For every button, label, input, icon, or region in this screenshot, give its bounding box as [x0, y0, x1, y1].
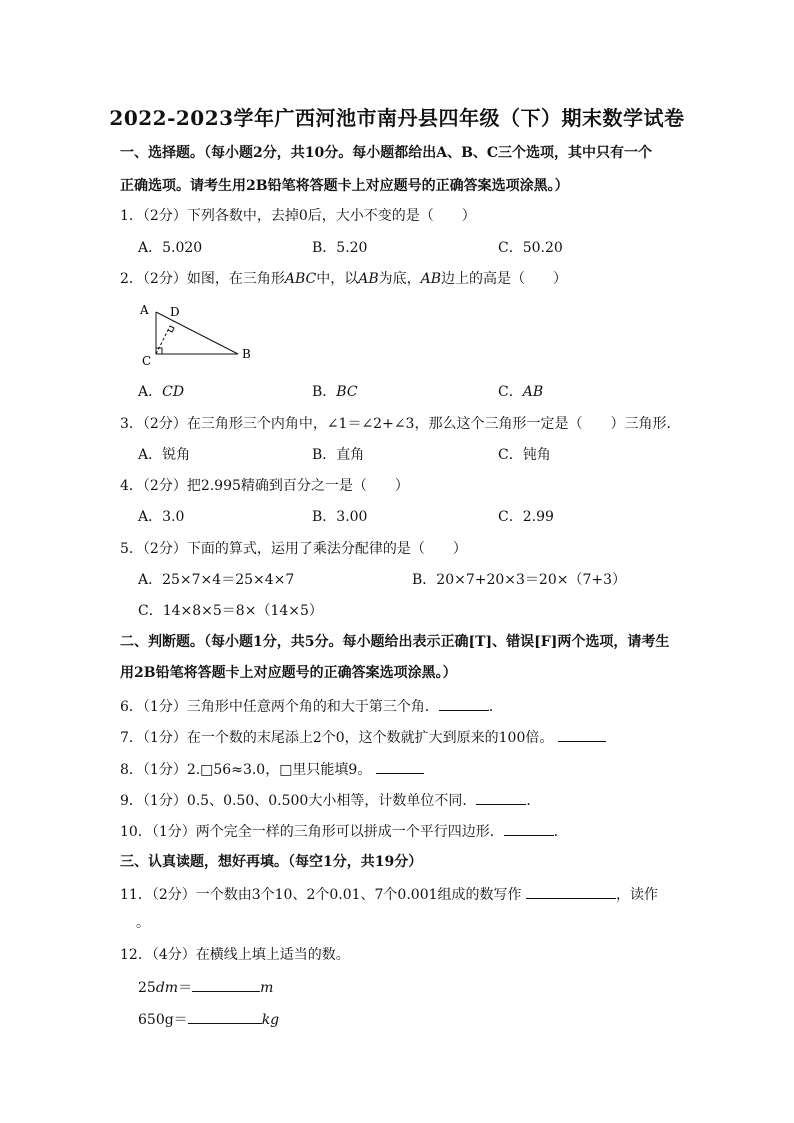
q3-option-c: C．钝角: [498, 447, 551, 463]
section-2-heading-cont: 用2B铅笔将答题卡上对应题号的正确答案选项涂黑。）: [120, 665, 457, 681]
q2-stem-pre: 2．（2分）如图，在三角形: [120, 271, 285, 287]
q4-option-a: A．3.0: [138, 509, 185, 525]
q2-abc: ABC: [284, 271, 317, 287]
question-12: 12．（4分）在横线上填上适当的数。: [120, 947, 350, 963]
q6-answer-blank[interactable]: [439, 696, 489, 711]
q9-answer-blank[interactable]: [476, 790, 526, 805]
question-11: 11．（2分）一个数由3个10、2个0.01、7个0.001组成的数写作 ，读作: [120, 884, 658, 904]
q2-stem-mid1: 中，以: [316, 271, 359, 287]
vertex-b-label: B: [242, 347, 251, 361]
question-5: 5．（2分）下面的算式，运用了乘法分配律的是（ ）: [120, 541, 467, 557]
q12-blank-2[interactable]: [188, 1009, 262, 1024]
question-10: 10．（1分）两个完全一样的三角形可以拼成一个平行四边形． ．: [120, 821, 568, 841]
question-2: [120, 270, 567, 288]
question-7: 7．（1分）在一个数的末尾添上2个0，这个数就扩大到原来的100倍。: [120, 727, 606, 747]
q1-option-a: A．5.020: [138, 240, 203, 256]
question-9: 9．（1分）0.5、0.50、0.500大小相等，计数单位不同． ．: [120, 790, 540, 810]
q3-option-a: A．锐角: [138, 447, 191, 463]
question-6: 6．（1分）三角形中任意两个角的和大于第三个角． ．: [120, 696, 503, 716]
section-1-heading-cont: 正确选项。请考生用2B铅笔将答题卡上对应题号的正确答案选项涂黑。）: [120, 178, 569, 194]
q8-answer-blank[interactable]: [376, 759, 424, 774]
question-4: 4．（2分）把2.995精确到百分之一是（ ）: [120, 478, 409, 494]
question-3: 3．（2分）在三角形三个内角中，∠1＝∠2+∠3，那么这个三角形一定是（ ）三角形．: [120, 416, 681, 432]
q12-blank-1[interactable]: [192, 977, 260, 992]
q2-option-c: C．AB: [498, 384, 544, 400]
q5-option-b: B．20×7+20×3＝20×（7+3）: [412, 572, 627, 588]
question-1: 1．（2分）下列各数中，去掉0后，大小不变的是（ ）: [120, 208, 476, 224]
q1-option-c: C．50.20: [498, 240, 563, 256]
q12-line-2: 650g＝ kg: [138, 1009, 279, 1029]
vertex-d-label: D: [170, 305, 180, 319]
q5-option-c: C．14×8×5＝8×（14×5）: [138, 603, 323, 619]
q7-answer-blank[interactable]: [558, 727, 606, 742]
q2-stem-mid2: 为底，: [378, 271, 421, 287]
q1-option-b: B．5.20: [312, 240, 368, 256]
question-11-cont: 。: [136, 915, 150, 931]
vertex-a-label: A: [140, 303, 149, 317]
section-2-heading: 二、判断题。（每小题1分，共5分。每小题给出表示正确[T]、错误[F]两个选项，请考生: [120, 634, 670, 650]
q3-option-b: B．直角: [312, 447, 365, 463]
question-8: 8．（1分）2.□56≈3.0，□里只能填9。: [120, 759, 424, 779]
q5-option-a: A．25×7×4＝25×4×7: [138, 572, 295, 588]
q10-answer-blank[interactable]: [504, 821, 554, 836]
q4-option-c: C．2.99: [498, 509, 554, 525]
triangle-figure: [130, 298, 260, 368]
section-1-heading: 一、选择题。（每小题2分，共10分。每小题都给出A、B、C三个选项，其中只有一个: [120, 145, 653, 161]
q4-option-b: B．3.00: [312, 509, 368, 525]
q2-ab1: AB: [358, 271, 379, 287]
page-title: 2022-2023学年广西河池市南丹县四年级（下）期末数学试卷: [109, 106, 685, 130]
q2-option-a: A．CD: [138, 384, 185, 400]
q11-write-blank[interactable]: [526, 884, 616, 899]
q2-option-b: B．BC: [312, 384, 358, 400]
q12-line-1: 25dm＝ m: [138, 977, 273, 997]
section-3-heading: 三、认真读题，想好再填。（每空1分，共19分）: [120, 854, 423, 870]
vertex-c-label: C: [142, 354, 152, 368]
q2-ab2: AB: [420, 271, 442, 287]
q2-stem-post: 边上的高是（ ）: [441, 271, 568, 287]
